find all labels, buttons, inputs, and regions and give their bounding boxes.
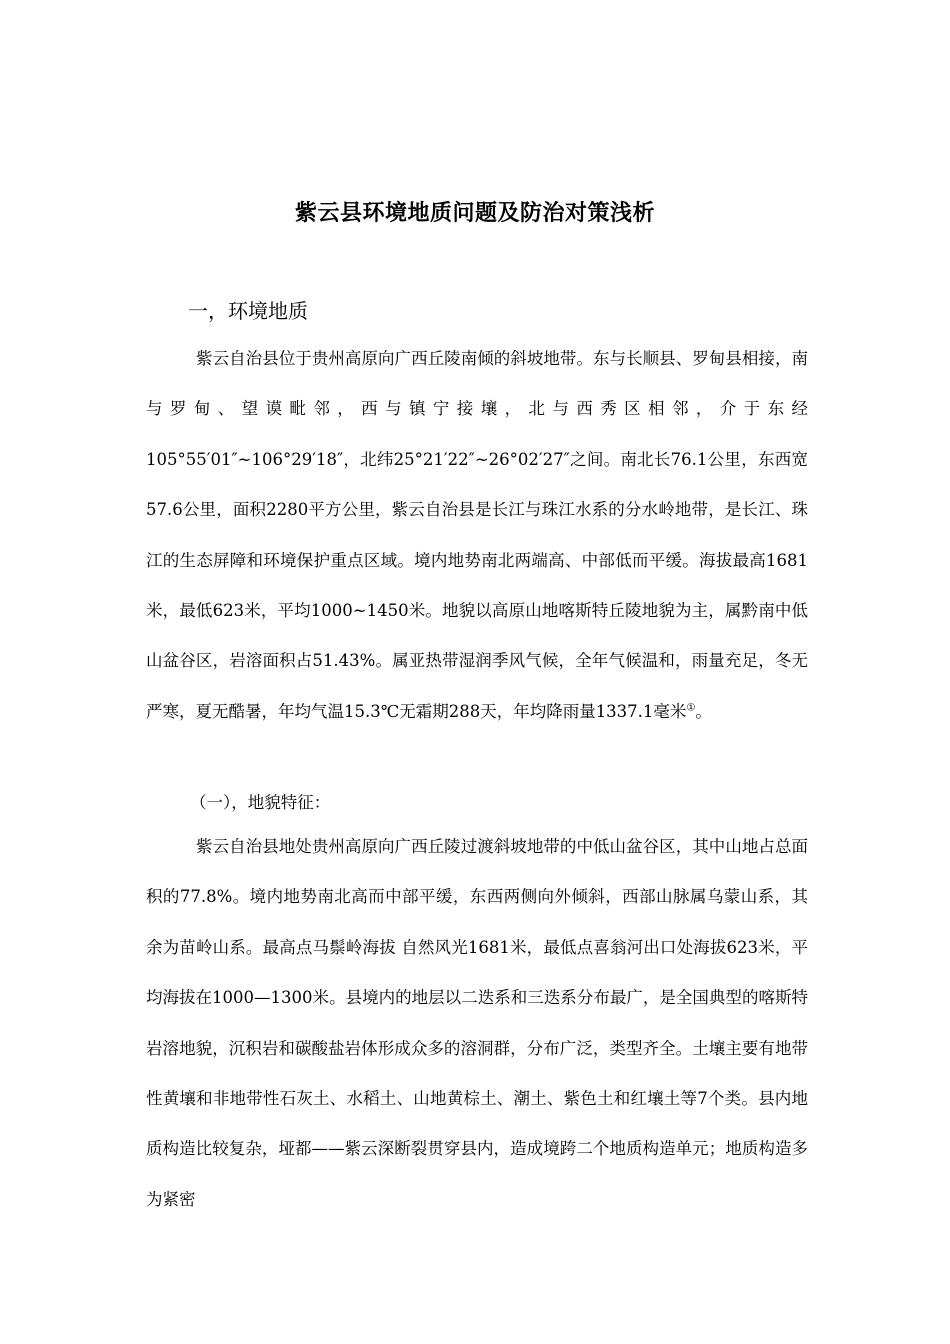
paragraph-location bbox=[146, 334, 808, 737]
paragraph-location-text: 紫云自治县位于贵州高原向广西丘陵南倾的斜坡地带。东与长顺县、罗甸县相接，南与罗甸、望谟毗邻，西与镇宁接壤，北与西秀区相邻，介于东经105°55′01″~106°29′18″，北纬25°21′22″~26°02′27″之间。南北长76.1公里，东西宽57.6公里，面积2280平方公里，紫云自治县是长江与珠江水系的分水岭地带，是长江、珠江的生态屏障和环境保护重点区域。境内地势南北两端高、中部低而平缓。海拔最高1681米，最低623米，平均1000~1450米。地貌以高原山地喀斯特丘陵地貌为主，属黔南中低山盆谷区，岩溶面积占51.43%。属亚热带湿润季风气候，全年气候温和，雨量充足，冬无严寒，夏无酷暑，年均气温15.3℃无霜期288天，年均降雨量1337.1毫米 bbox=[146, 349, 808, 721]
footnote-marker: ① bbox=[686, 702, 696, 714]
paragraph-location-end: 。 bbox=[695, 701, 712, 721]
sub-heading-landform: （一），地貌特征： bbox=[190, 793, 331, 812]
paragraph-landform-text: 紫云自治县地处贵州高原向广西丘陵过渡斜坡地带的中低山盆谷区，其中山地占总面积的77.8%。境内地势南北高而中部平缓，东西两侧向外倾斜，西部山脉属乌蒙山系，其余为苗岭山系。最高点马鬃岭海拔 自然风光1681米，最低点喜翁河出口处海拔623米，平均海拔在1000—1300米。县境内的地层以二迭系和三迭系分布最广，是全国典型的喀斯特岩溶地貌，沉积岩和碳酸盐岩体形成众多的溶洞群，分布广泛，类型齐全。土壤主要有地带性黄壤和非地带性石灰土、水稻土、山地黄棕土、潮土、紫色土和红壤土等7个类。县内地质构造比较复杂，垭都——紫云深断裂贯穿县内，造成境跨二个地质构造单元；地质构造多为紧密 bbox=[146, 837, 808, 1209]
document-title: 紫云县环境地质问题及防治对策浅析 bbox=[294, 200, 655, 226]
section-heading: 一，环境地质 bbox=[188, 299, 308, 323]
paragraph-landform bbox=[146, 822, 808, 1225]
